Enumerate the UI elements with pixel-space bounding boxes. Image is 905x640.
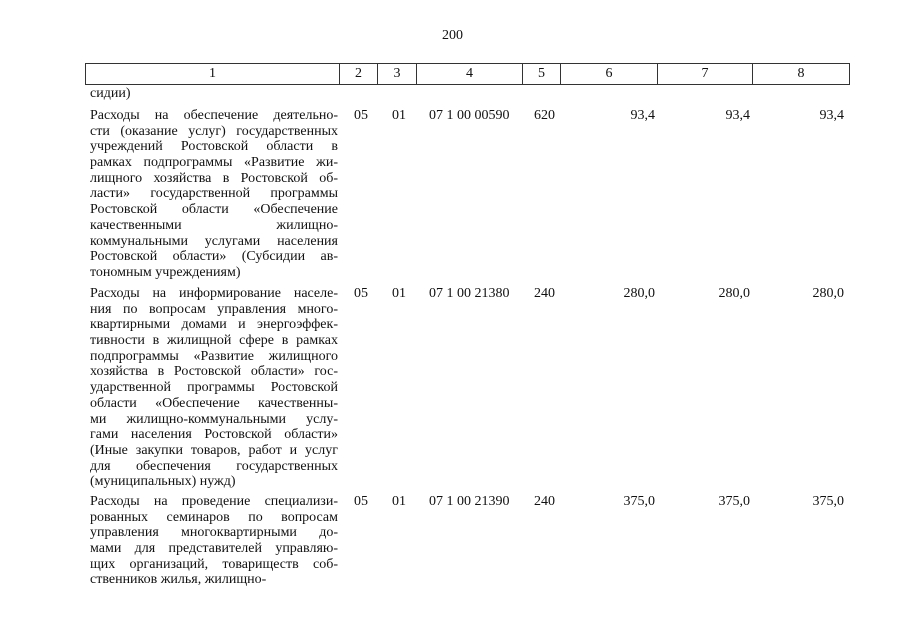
- description-line: щих организаций, товариществ соб-: [90, 556, 338, 572]
- row-col6: 375,0: [623, 494, 655, 509]
- row-col3: 01: [392, 286, 406, 301]
- row-col7: 93,4: [725, 108, 750, 123]
- header-col-6: 6: [561, 64, 658, 84]
- header-col-2: 2: [340, 64, 378, 84]
- description-line: лищного хозяйства в Ростовской об-: [90, 170, 338, 186]
- description-line: подпрограммы «Развитие жилищного: [90, 348, 338, 364]
- description-line: Ростовской области» (Субсидии ав-: [90, 249, 338, 265]
- description-line: квартирными домами и энергоэффек-: [90, 317, 338, 333]
- header-col-4: 4: [417, 64, 523, 84]
- row-col6: 280,0: [623, 286, 655, 301]
- description-line: ударственной программы Ростовской: [90, 380, 338, 396]
- description-line: ласти» государственной программы: [90, 186, 338, 202]
- header-col-5: 5: [523, 64, 561, 84]
- description-line: ми жилищно-коммунальными услу-: [90, 411, 338, 427]
- description-line: рамках подпрограммы «Развитие жи-: [90, 155, 338, 171]
- description-line: Расходы на обеспечение деятельно-: [90, 108, 338, 123]
- description-line: управления многоквартирными до-: [90, 525, 338, 541]
- row-description: [90, 108, 338, 281]
- row-col5: 240: [534, 494, 555, 509]
- row-col7: 375,0: [718, 494, 750, 509]
- description-line: гами населения Ростовской области»: [90, 427, 338, 443]
- description-line: (Иные закупки товаров, работ и услуг: [90, 442, 338, 458]
- row-col7: 280,0: [718, 286, 750, 301]
- description-line: коммунальными услугами населения: [90, 233, 338, 249]
- description-line: сти (оказание услуг) государственных: [90, 123, 338, 139]
- continuation-text: сидии): [90, 86, 131, 101]
- row-col8: 375,0: [812, 494, 844, 509]
- description-line: (муниципальных) нужд): [90, 474, 236, 490]
- description-line: Расходы на проведение специализи-: [90, 494, 338, 509]
- row-description: [90, 286, 338, 490]
- description-line: Расходы на информирование населе-: [90, 286, 338, 301]
- row-col8: 280,0: [812, 286, 844, 301]
- header-col-3: 3: [378, 64, 417, 84]
- description-line: ственников жилья, жилищно-: [90, 572, 267, 588]
- description-line: области «Обеспечение качественны-: [90, 395, 338, 411]
- description-line: рованных семинаров по вопросам: [90, 509, 338, 525]
- page-number: 200: [442, 28, 463, 43]
- description-line: качественными жилищно-: [90, 217, 338, 233]
- description-line: мами для представителей управляю-: [90, 541, 338, 557]
- description-line: хозяйства в Ростовской области» гос-: [90, 364, 338, 380]
- description-line: тономным учреждениям): [90, 264, 241, 280]
- description-line: тивности в жилищной сфере в рамках: [90, 333, 338, 349]
- row-col4: 07 1 00 21380: [429, 286, 510, 301]
- row-col5: 240: [534, 286, 555, 301]
- row-col3: 01: [392, 494, 406, 509]
- row-description: [90, 494, 338, 588]
- row-col3: 01: [392, 108, 406, 123]
- description-line: Ростовской области «Обеспечение: [90, 202, 338, 218]
- description-line: для обеспечения государственных: [90, 458, 338, 474]
- row-col2: 05: [354, 108, 368, 123]
- row-col2: 05: [354, 286, 368, 301]
- description-line: учреждений Ростовской области в: [90, 139, 338, 155]
- header-col-8: 8: [797, 66, 805, 81]
- header-col-1: 1: [86, 64, 340, 84]
- row-col4: 07 1 00 00590: [429, 108, 510, 123]
- row-col4: 07 1 00 21390: [429, 494, 510, 509]
- header-col-7: 7: [658, 64, 753, 84]
- row-col5: 620: [534, 108, 555, 123]
- row-col2: 05: [354, 494, 368, 509]
- table-header: [85, 63, 850, 85]
- row-col8: 93,4: [819, 108, 844, 123]
- description-line: ния по вопросам управления много-: [90, 301, 338, 317]
- row-col6: 93,4: [630, 108, 655, 123]
